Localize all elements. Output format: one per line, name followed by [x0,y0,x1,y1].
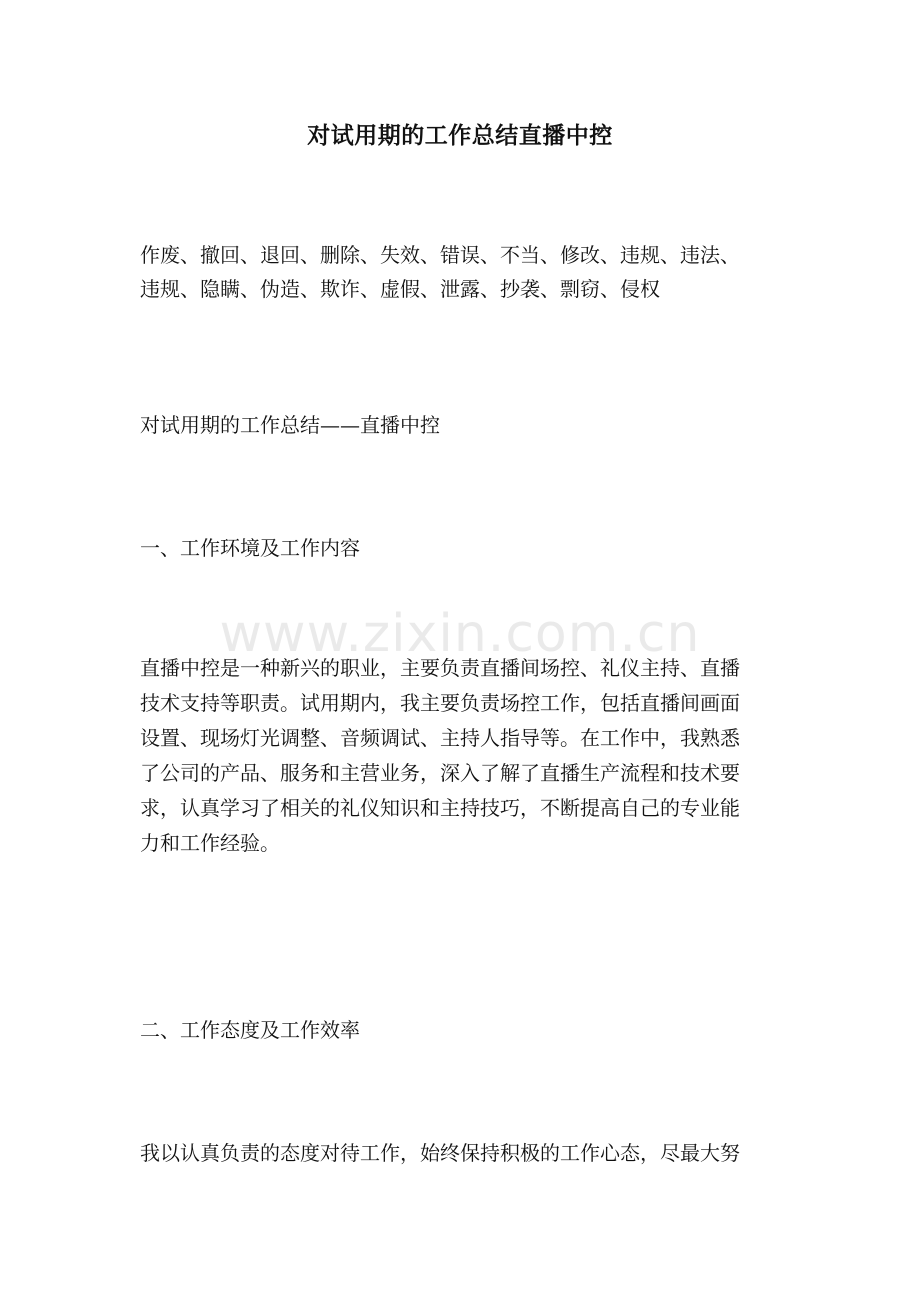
keywords-line: 作废、撤回、退回、删除、失效、错误、不当、修改、违规、违法、 [140,243,740,267]
section-1-paragraph [140,651,790,861]
section-2-paragraph [140,1136,790,1170]
paragraph-line: 设置、现场灯光调整、音频调试、主持人指导等。在工作中，我熟悉 [140,726,740,750]
paragraph-line: 我以认真负责的态度对待工作，始终保持积极的工作心态，尽最大努 [140,1141,740,1165]
section-heading-1: 一、工作环境及工作内容 [140,536,360,560]
paragraph-line: 求，认真学习了相关的礼仪知识和主持技巧，不断提高自己的专业能 [140,796,740,820]
watermark: www.zixin.com.cn [219,604,701,664]
keywords-block [140,238,800,306]
keywords-line: 违规、隐瞒、伪造、欺诈、虚假、泄露、抄袭、剽窃、侵权 [140,277,660,301]
section-heading-2: 二、工作态度及工作效率 [140,1018,360,1042]
paragraph-line: 直播中控是一种新兴的职业，主要负责直播间场控、礼仪主持、直播 [140,656,740,680]
paragraph-line: 了公司的产品、服务和主营业务，深入了解了直播生产流程和技术要 [140,761,740,785]
paragraph-line: 力和工作经验。 [140,831,280,855]
paragraph-line: 技术支持等职责。试用期内，我主要负责场控工作，包括直播间画面 [140,691,740,715]
document-subtitle: 对试用期的工作总结——直播中控 [140,413,440,437]
document-title: 对试用期的工作总结直播中控 [307,122,613,149]
